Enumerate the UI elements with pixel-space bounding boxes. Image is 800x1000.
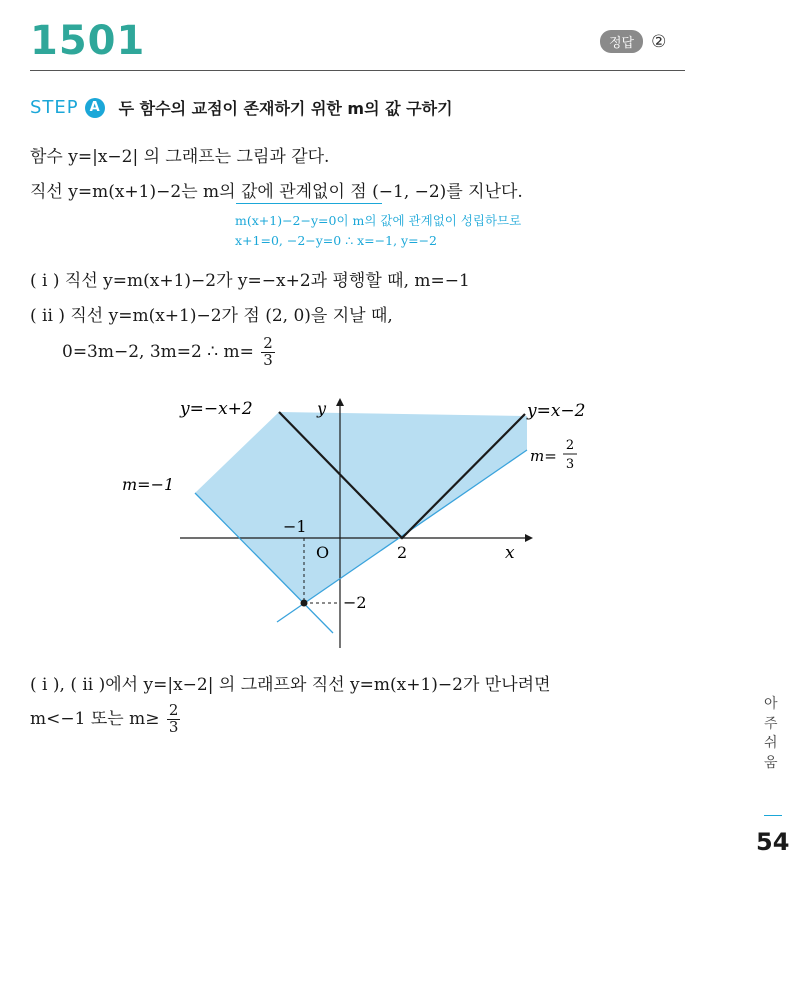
side-tab-label: 아주 쉬움 xyxy=(764,696,778,771)
side-tab-rule xyxy=(764,815,782,816)
label-y-axis: y xyxy=(317,399,327,418)
text-line-1: 함수 y=|x−2| 의 그래프는 그림과 같다. xyxy=(30,147,330,167)
annotation-note-2: x+1=0, −2−y=0 ∴ x=−1, y=−2 xyxy=(235,233,437,248)
calculation-text: 0=3m−2, 3m=2 ∴ m= xyxy=(62,341,254,362)
point-neg1-neg2 xyxy=(301,600,308,607)
answer-fraction-denominator: 3 xyxy=(168,717,179,736)
annotation-note-1: m(x+1)−2−y=0이 m의 값에 관계없이 성립하므로 xyxy=(235,213,522,228)
conclusion-text: ( i ), ( ii )에서 y=|x−2| 의 그래프와 직선 y=m(x+1)−2가 만나려면 xyxy=(30,675,551,695)
label-y-neg2: −2 xyxy=(343,593,367,612)
step-title: 두 함수의 교점이 존재하기 위한 m의 값 구하기 xyxy=(118,99,453,118)
label-m-denominator: 3 xyxy=(565,457,575,472)
final-answer-fraction xyxy=(167,703,181,736)
label-x-axis: x xyxy=(505,543,515,563)
answer-badge: 정답 xyxy=(600,30,643,53)
label-m-prefix: m= xyxy=(530,447,557,465)
label-x-2: 2 xyxy=(397,543,408,562)
answer-value: ② xyxy=(651,31,667,52)
case-1-text: ( i ) 직선 y=m(x+1)−2가 y=−x+2과 평행할 때, m=−1 xyxy=(30,271,470,291)
step-letter-badge: A xyxy=(85,98,105,118)
final-answer-text: m<−1 또는 m≥ xyxy=(30,708,160,729)
shaded-region xyxy=(195,412,527,603)
label-m-neg1: m=−1 xyxy=(122,475,175,494)
calc-fraction-numerator: 2 xyxy=(263,334,273,352)
step-label: STEP xyxy=(30,97,79,118)
final-answer-line xyxy=(30,703,180,736)
problem-number: 1501 xyxy=(30,18,146,64)
label-x-neg1: −1 xyxy=(283,517,307,536)
answer-fraction-numerator: 2 xyxy=(168,701,179,719)
label-origin: O xyxy=(316,543,330,562)
label-m-numerator: 2 xyxy=(565,438,575,453)
label-left-branch: y=−x+2 xyxy=(180,399,253,419)
x-axis-arrow-icon xyxy=(525,534,533,542)
calc-fraction-denominator: 3 xyxy=(263,350,273,369)
text-line-2: 직선 y=m(x+1)−2는 m의 값에 관계없이 점 (−1, −2)를 지난다. xyxy=(30,182,523,202)
label-right-branch: y=x−2 xyxy=(527,401,586,421)
case-2-text: ( ii ) 직선 y=m(x+1)−2가 점 (2, 0)을 지날 때, xyxy=(30,306,393,326)
page-number: 54 xyxy=(756,828,790,856)
y-axis-arrow-icon xyxy=(336,398,344,406)
